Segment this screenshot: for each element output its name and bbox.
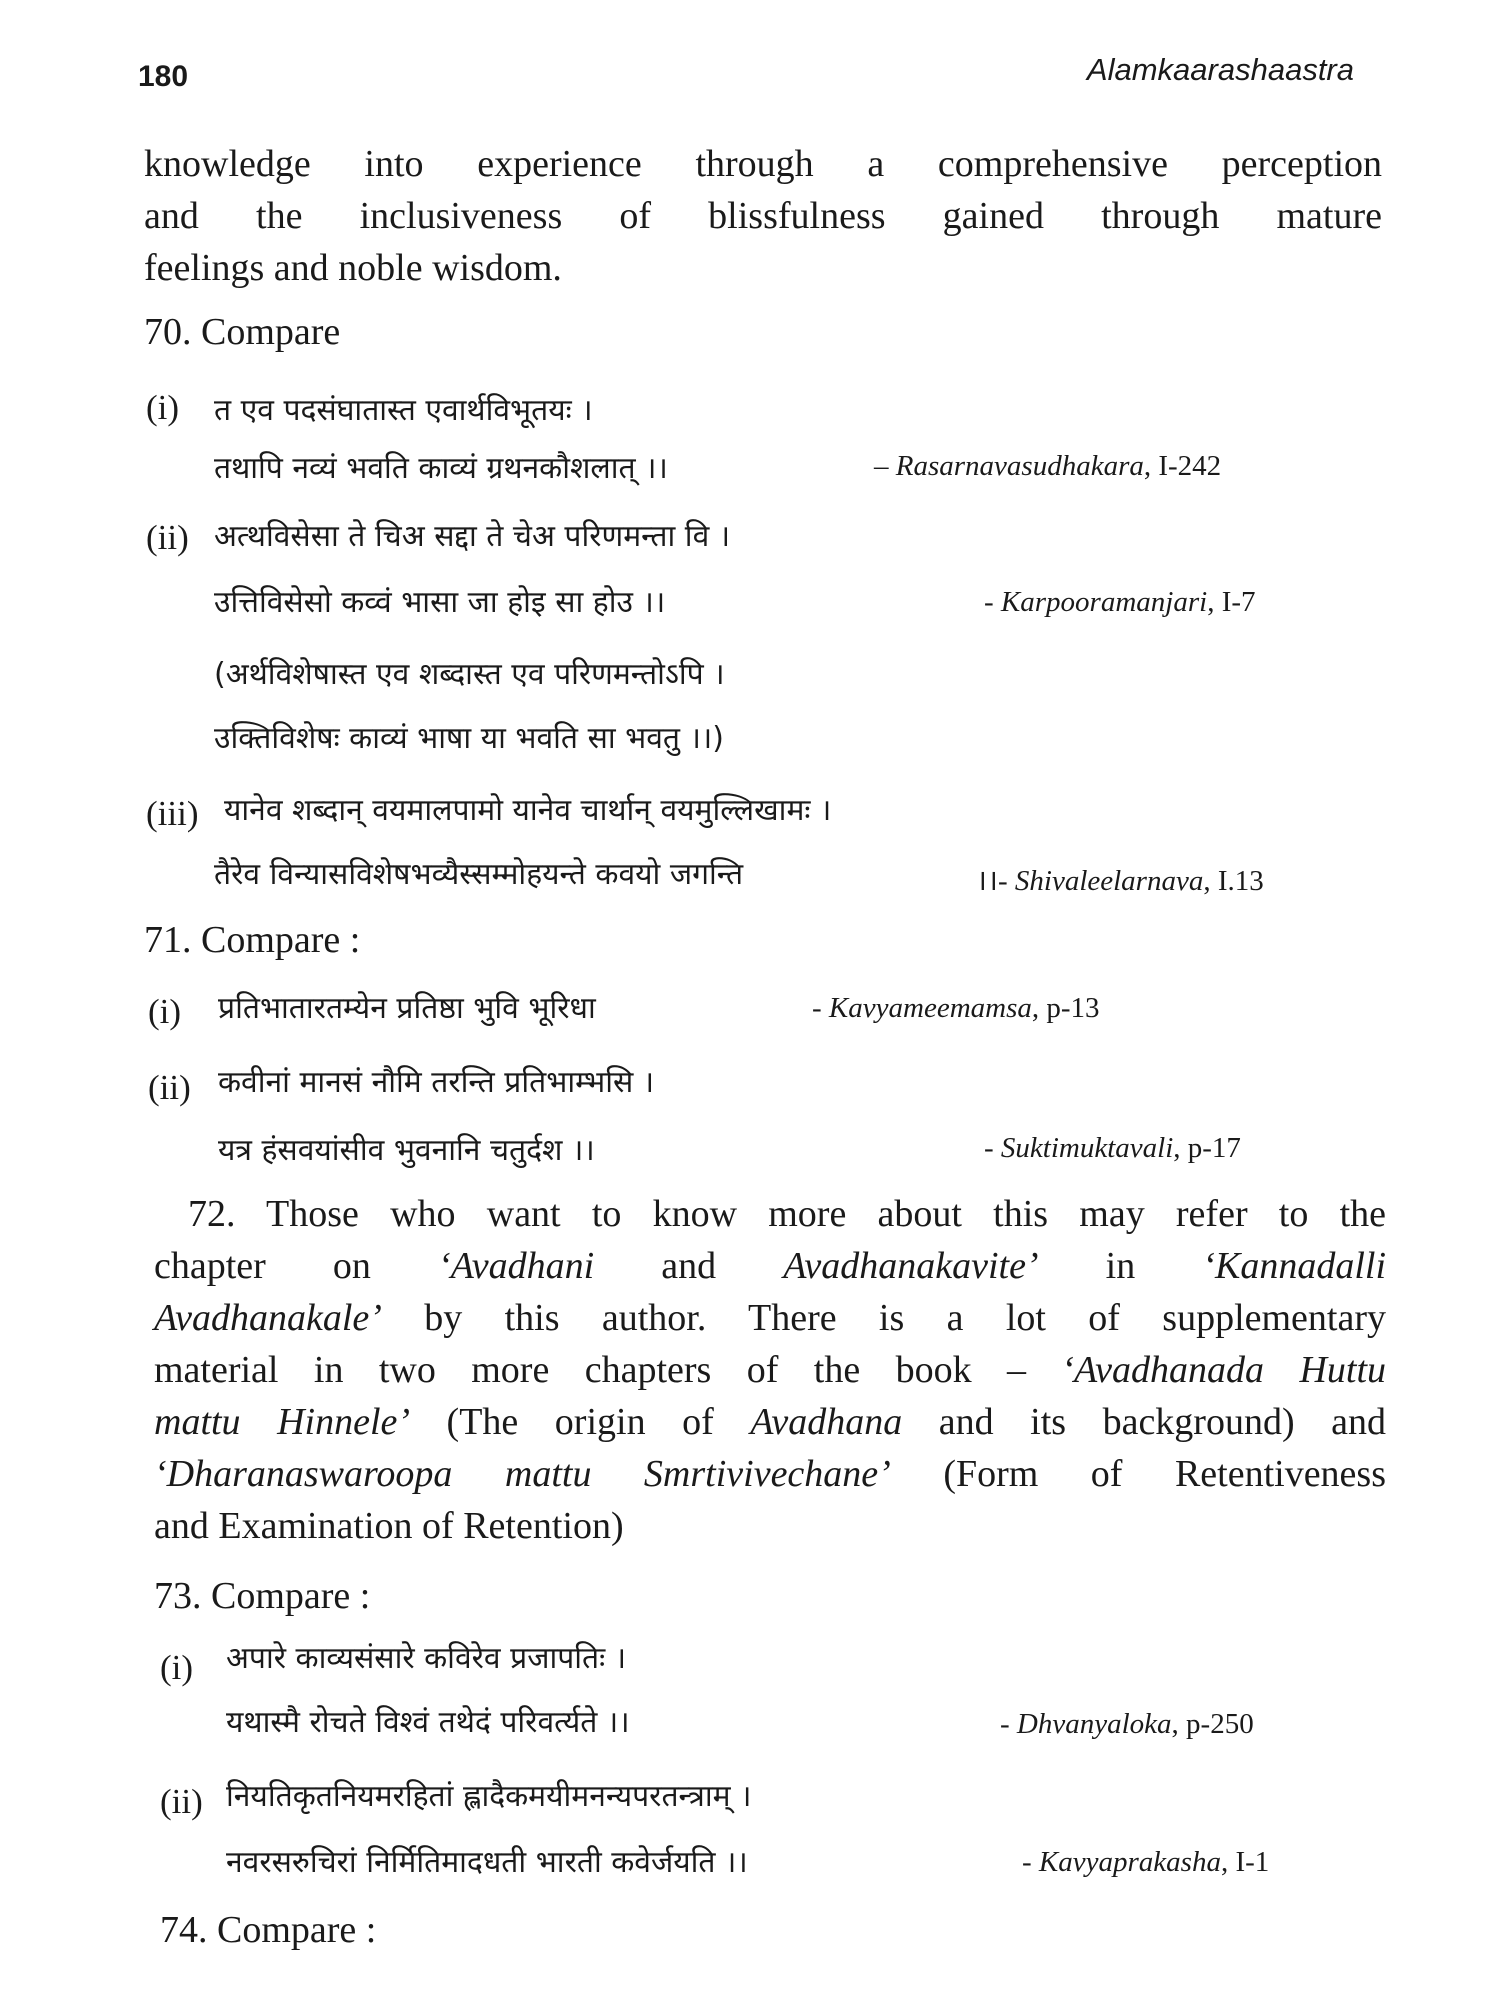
citation bbox=[1022, 1846, 1269, 1879]
note-74-heading: 74. Compare : bbox=[160, 1909, 377, 1951]
verse-line: प्रतिभातारतम्येन प्रतिष्ठा भुवि भूरिधा bbox=[218, 991, 596, 1026]
note-72-paragraph bbox=[154, 1188, 1386, 1552]
citation-source: Rasarnavasudhakara bbox=[895, 450, 1144, 482]
citation-dash: - bbox=[984, 1132, 1001, 1164]
item-marker: (ii) bbox=[148, 1068, 191, 1107]
verse-line: अपारे काव्यसंसारे कविरेव प्रजापतिः । bbox=[226, 1641, 627, 1676]
verse-line: तैरेव विन्यासविशेषभव्यैस्सम्मोहयन्ते कवयो जगन्ति bbox=[214, 857, 744, 892]
note-72-line: mattu Hinnele’ (The origin of Avadhana and its background) and bbox=[154, 1401, 1386, 1443]
item-marker: (ii) bbox=[160, 1782, 203, 1821]
citation bbox=[984, 586, 1256, 619]
citation bbox=[874, 450, 1221, 483]
verse-line: यानेव शब्दान् वयमालपामो यानेव चार्थान् वयमुल्लिखामः । bbox=[224, 793, 832, 828]
note-70-heading: 70. Compare bbox=[144, 311, 341, 353]
citation-ref: , I-242 bbox=[1143, 450, 1222, 482]
citation bbox=[976, 860, 1264, 899]
running-title: Alamkaarashaastra bbox=[1086, 52, 1354, 87]
verse-line: यथास्मै रोचते विश्वं तथेदं परिवर्त्यते ।। bbox=[226, 1705, 630, 1740]
citation-ref: , p-17 bbox=[1173, 1132, 1241, 1164]
note-72-line: Avadhanakale’ by this author. There is a lot of supplementary bbox=[154, 1297, 1386, 1339]
citation bbox=[984, 1132, 1241, 1165]
citation-ref: , I.13 bbox=[1203, 865, 1264, 897]
citation-source: Shivaleelarnava bbox=[1014, 865, 1204, 897]
item-marker: (i) bbox=[148, 992, 182, 1031]
item-marker: (i) bbox=[160, 1648, 194, 1687]
citation-dash: - bbox=[1000, 1708, 1017, 1740]
verse-line: नवरसरुचिरां निर्मितिमादधती भारती कवेर्जयति ।। bbox=[226, 1845, 748, 1880]
citation-dash: – bbox=[874, 450, 896, 482]
citation-ref: , p-250 bbox=[1171, 1708, 1254, 1740]
verse-line: त एव पदसंघातास्त एवार्थविभूतयः । bbox=[214, 393, 593, 428]
citation-dash: ।।- bbox=[976, 865, 1015, 897]
citation-ref: , p-13 bbox=[1031, 992, 1100, 1024]
citation-source: Dhvanyaloka bbox=[1016, 1708, 1172, 1740]
item-marker: (ii) bbox=[146, 518, 189, 557]
citation-ref: , I-7 bbox=[1207, 586, 1256, 618]
intro-paragraph bbox=[144, 138, 1382, 294]
note-72-line: ‘Dharanaswaroopa mattu Smrtivivechane’ (Form of Retentiveness bbox=[154, 1453, 1387, 1495]
note-72-line: material in two more chapters of the book – ‘Avadhanada Huttu bbox=[154, 1349, 1386, 1391]
intro-line: and the inclusiveness of blissfulness gained through mature bbox=[144, 195, 1382, 237]
citation bbox=[1000, 1708, 1254, 1741]
citation-source: Kavyameemamsa bbox=[828, 992, 1032, 1024]
verse-line: अत्थविसेसा ते चिअ सद्दा ते चेअ परिणमन्ता वि । bbox=[214, 519, 731, 554]
citation-source: Suktimuktavali bbox=[1000, 1132, 1174, 1164]
verse-line: उक्तिविशेषः काव्यं भाषा या भवति सा भवतु ।।) bbox=[214, 721, 725, 756]
note-72-line: 72. Those who want to know more about this may refer to the bbox=[188, 1193, 1386, 1235]
citation-source: Karpooramanjari bbox=[1000, 586, 1208, 618]
citation-ref: , I-1 bbox=[1220, 1846, 1270, 1878]
running-header bbox=[138, 52, 1354, 102]
citation-source: Kavyaprakasha bbox=[1038, 1846, 1221, 1878]
verse-line: (अर्थविशेषास्त एव शब्दास्त एव परिणमन्तोऽपि । bbox=[214, 657, 725, 692]
citation bbox=[812, 992, 1100, 1025]
verse-line: नियतिकृतनियमरहितां ह्लादैकमयीमनन्यपरतन्त्राम् । bbox=[226, 1779, 752, 1814]
page-number: 180 bbox=[138, 60, 189, 93]
verse-line: कवीनां मानसं नौमि तरन्ति प्रतिभाम्भसि । bbox=[218, 1065, 655, 1100]
note-71-heading: 71. Compare : bbox=[144, 919, 361, 961]
intro-line: knowledge into experience through a comprehensive perception bbox=[144, 143, 1382, 185]
item-marker: (i) bbox=[146, 388, 180, 427]
note-72-line: chapter on ‘Avadhani and Avadhanakavite’ in ‘Kannadalli bbox=[154, 1245, 1387, 1287]
note-72-line: and Examination of Retention) bbox=[154, 1505, 624, 1547]
citation-dash: - bbox=[1022, 1846, 1039, 1878]
item-marker: (iii) bbox=[146, 794, 199, 833]
note-73-heading: 73. Compare : bbox=[154, 1575, 371, 1617]
verse-line: उत्तिविसेसो कव्वं भासा जा होइ सा होउ ।। bbox=[214, 585, 666, 620]
citation-dash: - bbox=[984, 586, 1001, 618]
intro-line: feelings and noble wisdom. bbox=[144, 247, 562, 289]
verse-line: तथापि नव्यं भवति काव्यं ग्रथनकौशलात् ।। bbox=[214, 451, 668, 486]
verse-line: यत्र हंसवयांसीव भुवनानि चतुर्दश ।। bbox=[218, 1133, 595, 1168]
citation-dash: - bbox=[812, 992, 829, 1024]
